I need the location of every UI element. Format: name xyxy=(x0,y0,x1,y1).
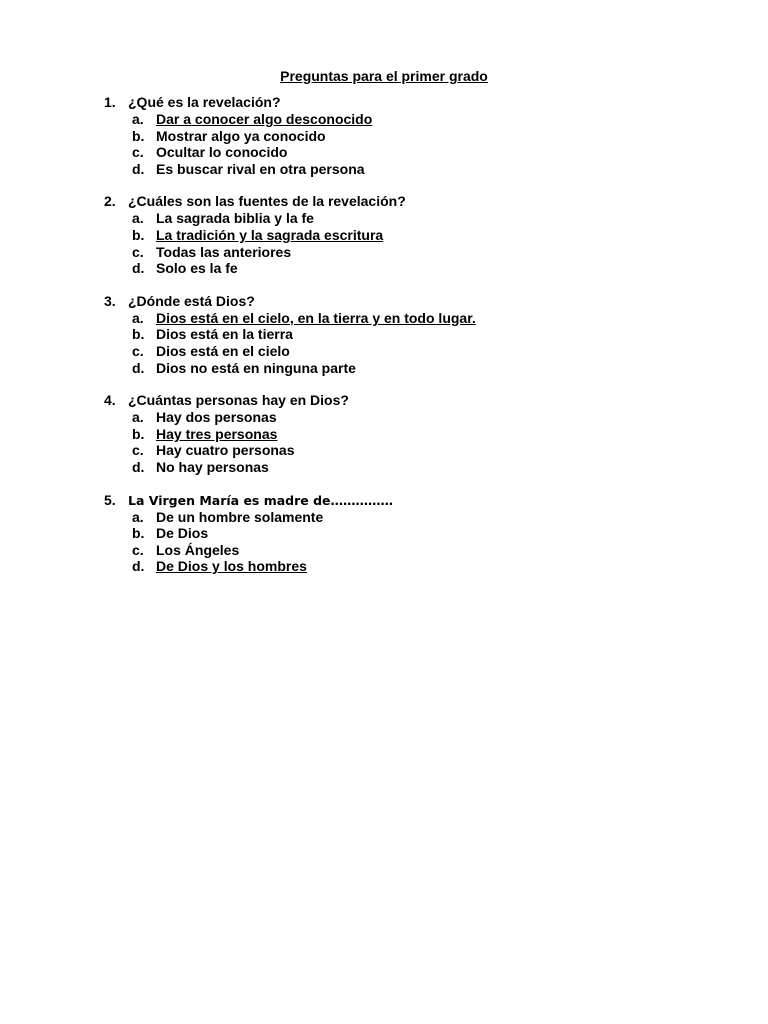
option-d xyxy=(132,459,724,476)
option-letter: b. xyxy=(132,525,145,542)
option-c xyxy=(132,244,724,261)
question-text: ¿Dónde está Dios? xyxy=(128,292,255,309)
option-text-correct: Dar a conocer algo desconocido xyxy=(156,111,373,127)
option-text-correct: Hay tres personas xyxy=(156,425,278,442)
option-text: Es buscar rival en otra persona xyxy=(156,160,365,177)
option-text-correct: Dios está en el cielo, en la tierra y en todo lugar. xyxy=(156,309,476,326)
option-letter: d. xyxy=(132,458,145,475)
question-line xyxy=(104,392,724,409)
option-d xyxy=(132,161,724,178)
option-b xyxy=(132,227,724,244)
option-text: Hay cuatro personas xyxy=(156,442,295,459)
option-letter: a. xyxy=(132,309,144,326)
question-number: 4. xyxy=(104,392,116,409)
option-text: Dios está en la tierra xyxy=(156,326,293,343)
option-d xyxy=(132,360,724,377)
question-number: 5. xyxy=(104,491,116,508)
option-c xyxy=(132,542,724,559)
option-text: Todas las anteriores xyxy=(156,243,292,260)
option-text: Dios no está en ninguna parte xyxy=(156,359,356,376)
question-list xyxy=(104,94,724,591)
option-text: De Dios xyxy=(156,525,209,542)
question-text: ¿Cuáles son las fuentes de la revelación? xyxy=(128,193,406,210)
option-text-correct: La tradición y la sagrada escritura xyxy=(156,226,384,243)
option-letter: c. xyxy=(132,144,144,161)
option-d xyxy=(132,260,724,277)
option-a xyxy=(132,111,724,128)
question-text: La Virgen María es madre de…………… xyxy=(128,492,394,508)
option-list xyxy=(104,409,724,475)
option-letter: b. xyxy=(132,226,145,243)
question-text: ¿Qué es la revelación? xyxy=(128,94,281,110)
option-letter: c. xyxy=(132,442,144,459)
option-text-correct: De Dios y los hombres xyxy=(156,558,307,575)
option-a xyxy=(132,310,724,327)
option-letter: a. xyxy=(132,508,144,525)
option-a xyxy=(132,509,724,526)
option-b xyxy=(132,426,724,443)
option-c xyxy=(132,343,724,360)
option-letter: a. xyxy=(132,409,144,426)
option-c xyxy=(132,442,724,459)
option-letter: c. xyxy=(132,342,144,359)
option-text: Solo es la fe xyxy=(156,260,238,277)
option-b xyxy=(132,326,724,343)
option-b xyxy=(132,128,724,145)
option-text: Hay dos personas xyxy=(156,409,277,426)
option-d xyxy=(132,558,724,575)
option-letter: a. xyxy=(132,210,144,227)
option-letter: b. xyxy=(132,326,145,343)
question-3 xyxy=(104,293,724,376)
option-letter: d. xyxy=(132,359,145,376)
option-list xyxy=(104,509,724,575)
question-number: 3. xyxy=(104,292,116,309)
option-list xyxy=(104,111,724,177)
option-text: No hay personas xyxy=(156,458,269,475)
question-5 xyxy=(104,492,724,575)
option-letter: a. xyxy=(132,111,144,127)
question-line xyxy=(104,293,724,310)
option-list xyxy=(104,310,724,376)
option-letter: d. xyxy=(132,160,145,177)
option-a xyxy=(132,409,724,426)
question-1 xyxy=(104,94,724,177)
question-line xyxy=(104,94,724,111)
option-letter: d. xyxy=(132,260,145,277)
option-text: Ocultar lo conocido xyxy=(156,144,288,161)
option-letter: d. xyxy=(132,558,145,575)
question-line xyxy=(104,492,724,509)
option-text: Los Ángeles xyxy=(156,541,240,558)
option-letter: c. xyxy=(132,541,144,558)
option-text: Mostrar algo ya conocido xyxy=(156,127,326,144)
question-4 xyxy=(104,392,724,475)
option-c xyxy=(132,144,724,161)
option-text: De un hombre solamente xyxy=(156,508,324,525)
option-letter: c. xyxy=(132,243,144,260)
page-title: Preguntas para el primer grado xyxy=(280,68,488,84)
option-letter: b. xyxy=(132,127,145,144)
question-number: 1. xyxy=(104,94,116,110)
question-text: ¿Cuántas personas hay en Dios? xyxy=(128,392,349,409)
question-2 xyxy=(104,193,724,276)
option-a xyxy=(132,210,724,227)
question-number: 2. xyxy=(104,193,116,210)
option-text: La sagrada biblia y la fe xyxy=(156,210,314,227)
option-list xyxy=(104,210,724,276)
option-b xyxy=(132,525,724,542)
question-line xyxy=(104,193,724,210)
option-letter: b. xyxy=(132,425,145,442)
option-text: Dios está en el cielo xyxy=(156,342,290,359)
